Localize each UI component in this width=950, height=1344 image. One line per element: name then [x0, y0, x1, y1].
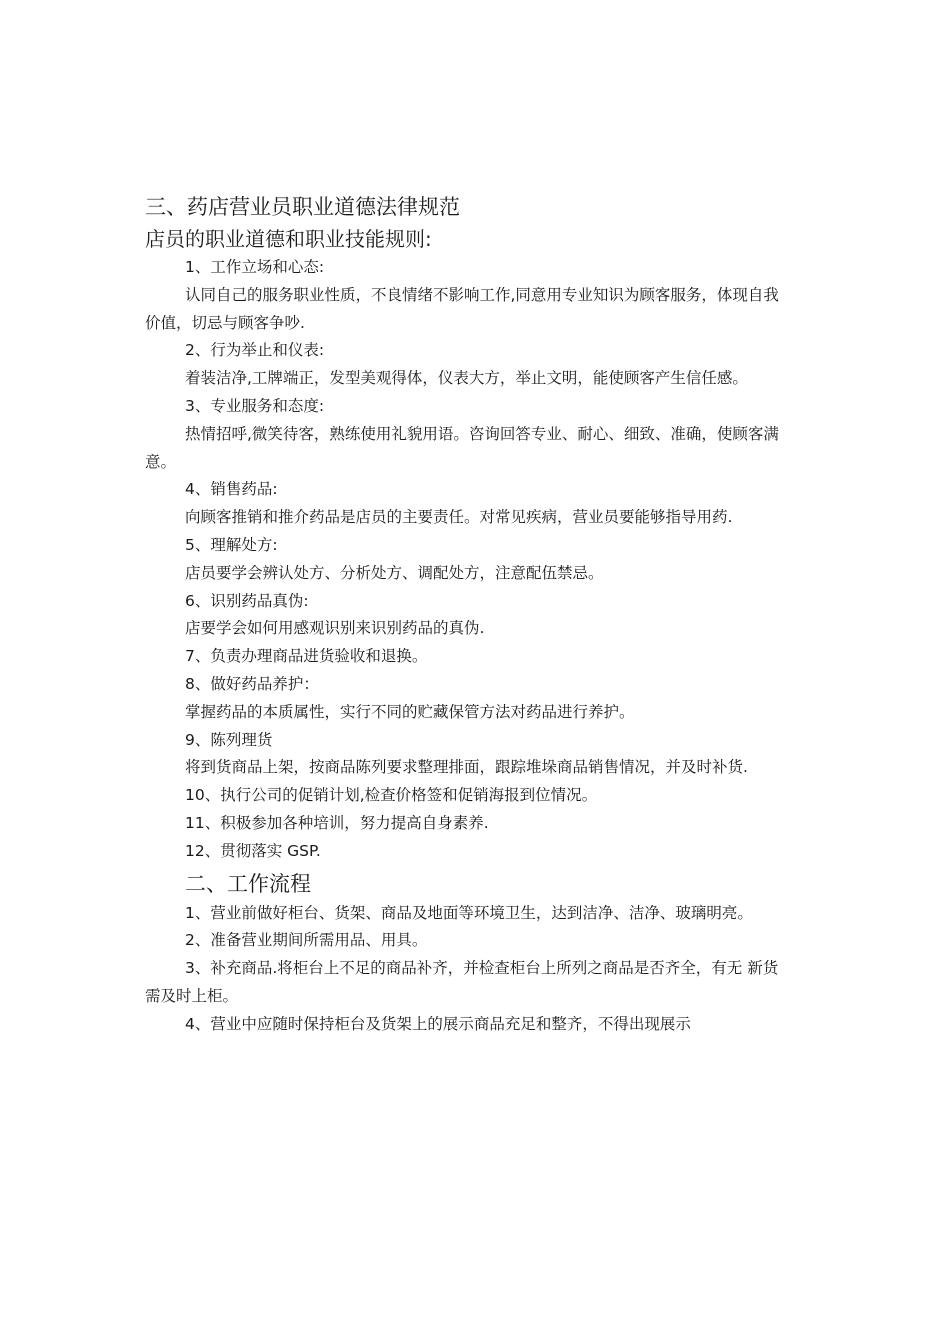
- workflow-item-1: 1、营业前做好柜台、货架、商品及地面等环境卫生，达到洁净、洁净、玻璃明亮。: [185, 903, 753, 922]
- workflow-item-4: 4、营业中应随时保持柜台及货架上的展示商品充足和整齐，不得出现展示: [185, 1014, 691, 1033]
- rule-9-title: 9、陈列理货: [185, 730, 273, 749]
- document-body: [145, 190, 785, 1039]
- rule-7: 7、负责办理商品进货验收和退换。: [185, 647, 428, 666]
- rule-10: 10、执行公司的促销计划,检查价格签和促销海报到位情况。: [185, 786, 598, 805]
- workflow-item-3: 3、补充商品.将柜台上不足的商品补齐，并检查柜台上所列之商品是否齐全，有无 新货需及时上柜。: [145, 959, 779, 1005]
- rule-1-title: 1、工作立场和心态:: [185, 258, 325, 276]
- rule-12: 12、贯彻落实 GSP.: [185, 841, 321, 860]
- rule-6-body: 店要学会如何用感观识别来识别药品的真伪.: [185, 619, 485, 638]
- rule-11: 11、积极参加各种培训，努力提高自身素养.: [185, 813, 489, 832]
- rule-3-body: 热情招呼,微笑待客，熟练使用礼貌用语。咨询回答专业、耐心、细致、准确，使顾客满意。: [145, 424, 779, 471]
- rule-8-body: 掌握药品的本质属性，实行不同的贮藏保管方法对药品进行养护。: [185, 702, 635, 721]
- rule-8-title: 8、做好药品养护：: [185, 674, 319, 693]
- subtitle: 店员的职业道德和职业技能规则:: [145, 227, 432, 251]
- rule-9-body: 将到货商品上架，按商品陈列要求整理排面，跟踪堆垛商品销售情况，并及时补货.: [185, 758, 748, 777]
- rule-4-title: 4、销售药品:: [185, 480, 278, 499]
- rule-1-body: 认同自己的服务职业性质，不良情绪不影响工作,同意用专业知识为顾客服务，体现自我价值，切忌与顾客争吵.: [145, 285, 779, 332]
- workflow-title: 二、工作流程: [185, 871, 311, 896]
- section-title: 三、药店营业员职业道德法律规范: [145, 195, 460, 219]
- rule-2-body: 着装洁净,工牌端正，发型美观得体，仪表大方，举止文明，能使顾客产生信任感。: [185, 369, 748, 388]
- rule-6-title: 6、识别药品真伪:: [185, 591, 309, 610]
- rule-3-title: 3、专业服务和态度:: [185, 396, 325, 415]
- workflow-item-2: 2、准备营业期间所需用品、用具。: [185, 931, 428, 950]
- rule-5-body: 店员要学会辨认处方、分析处方、调配处方，注意配伍禁忌。: [185, 563, 604, 582]
- rule-2-title: 2、行为举止和仪表:: [185, 341, 325, 360]
- rule-4-body: 向顾客推销和推介药品是店员的主要责任。对常见疾病，营业员要能够指导用药.: [185, 508, 733, 527]
- rule-5-title: 5、理解处方:: [185, 535, 278, 554]
